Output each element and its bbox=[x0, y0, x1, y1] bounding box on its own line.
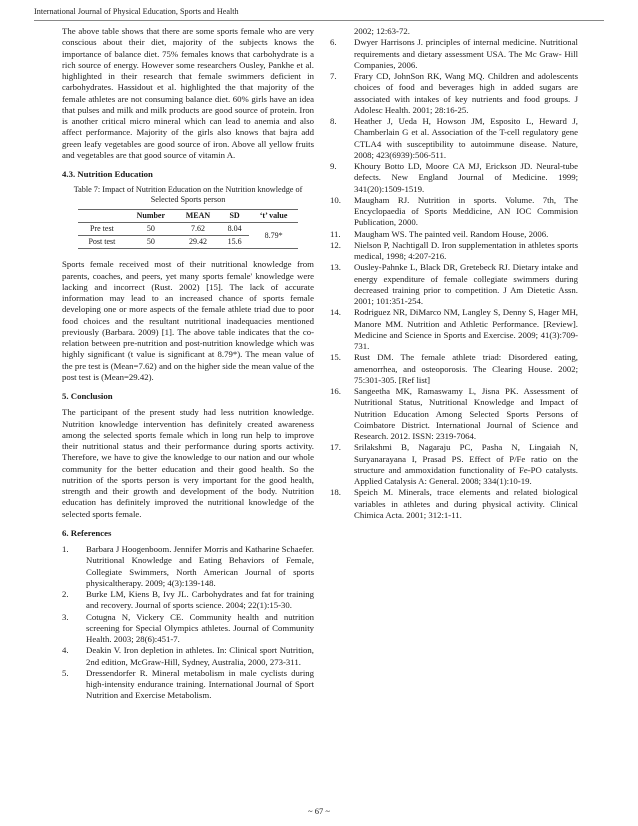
reference-item bbox=[330, 37, 578, 71]
reference-item bbox=[330, 116, 578, 161]
reference-number: 2. bbox=[62, 589, 69, 599]
intro-paragraph: The above table shows that there are some sports female who are very conscious about their diet, majority of the subjects knows the importance of balance diet. 75% females knows that carbohydrate is a rich source of energy. However some researchers Ousley, Pankhe et al. highlighted in their research that female swimmers deficient in carbohydrates. Hassidout et al. highlighted the that majority of the female athletes are not consuming balance diet. 60% girls have an idea that pulses and milk and milk products are good source of protein. Iron is another critical micro mineral which can lead to anemia and also affect performance. Majority of the girls also knows that bajra add green leafy vegetables are good source of iron. Above all yellow fruits and vegetables are that good source of vitamin A. bbox=[62, 26, 314, 160]
header-rule bbox=[34, 20, 604, 21]
conclusion-paragraph: The participant of the present study had less nutrition knowledge. Nutrition knowledge intervention has definitely created awareness among the selected sports female which in long run help to improve their nutritional status and their performance during sports activity. Therefore, we have to give the knowledge to our nation and our whole community for the better education and their good health. So the nutrition of the sports person is very important for the good health, strength and their growth and development of the body. Nutrition education has definitely improved the nutritional knowledge of the selected sports female. bbox=[62, 407, 314, 519]
reference-list-right bbox=[330, 37, 578, 521]
table-header-cell: MEAN bbox=[176, 210, 220, 223]
table-header-cell: SD bbox=[220, 210, 249, 223]
reference-item bbox=[330, 487, 578, 521]
table-cell: 50 bbox=[126, 223, 176, 236]
reference-item bbox=[62, 668, 314, 702]
reference-text: Burke LM, Kiens B, Ivy JL. Carbohydrates and fat for training and recovery. Journal of sports science. 2004; 22(1):15-30. bbox=[86, 589, 314, 611]
table-cell: 29.42 bbox=[176, 236, 220, 249]
discussion-paragraph: Sports female received most of their nutritional knowledge from parents, coaches, and peers, yet many sports female' knowledge were lacking and incorrect (Rust. 2002) [15]. The lack of accurate information may lead to an increased chance of sports female developing one or more aspects of the female athlete triad due to poor food choices and the resultant nutritional inadequacies mentioned previously (Barbara. 2009) [1]. The above table indicates that the co-relation between pre-nutrition and post-nutrition knowledge which was highly significant (t value is significant at 8.79*). The mean value of the pre test is (Mean=7.62) and on the higher side the mean value of the post test is (Mean=29.42). bbox=[62, 259, 314, 382]
reference-text: Frary CD, JohnSon RK, Wang MQ. Children and adolescents choices of food and beverages high in added sugars are associated with intakes of key nutrients and food groups. J Adolesc Health. 2001; 28:16-25. bbox=[354, 71, 578, 115]
reference-number: 17. bbox=[330, 442, 341, 453]
page-number: ~ 67 ~ bbox=[308, 806, 330, 816]
reference-item bbox=[62, 544, 314, 589]
reference-text: Barbara J Hoogenboom. Jennifer Morris and Katharine Schaefer. Nutritional Knowledge and Eating Behaviors of Female, Collegiate Swimmers, North American Journal of sports physicaltherapy. 2009; 4(3):139-148. bbox=[86, 544, 314, 588]
reference-list-left bbox=[62, 544, 314, 702]
reference-text: Rust DM. The female athlete triad: Disordered eating, amenorrhea, and osteoporosis. The Clearing House. 2002; 75:301-305. [Ref list] bbox=[354, 352, 578, 385]
table-header-cell bbox=[78, 210, 126, 223]
section-heading-references: 6. References bbox=[62, 527, 112, 538]
reference-number: 11. bbox=[330, 228, 341, 239]
reference-item bbox=[330, 352, 578, 386]
reference-item bbox=[330, 240, 578, 263]
journal-header: International Journal of Physical Education, Sports and Health bbox=[34, 7, 239, 16]
reference-item bbox=[330, 71, 578, 116]
reference-item bbox=[330, 229, 578, 240]
reference-number: 12. bbox=[330, 239, 341, 250]
reference-text: Srilakshmi B, Nagaraju PC, Pasha N, Lingaiah N, Suryanarayana I, Prasad PS. Effect of P/Fe ratio on the structure and ammoxidation functionality of Fe-PO catalysts. Applied Catalysis A: General. 2008; 334(1):10-19. bbox=[354, 442, 578, 486]
table-header-row bbox=[78, 210, 298, 223]
reference-number: 4. bbox=[62, 645, 69, 656]
reference-continuation: 2002; 12:63-72. bbox=[354, 26, 410, 36]
reference-number: 3. bbox=[62, 611, 69, 622]
reference-text: Heather J, Ueda H, Howson JM, Esposito L, Heward J, Chamberlain G et al. Association of the T-cell regulatory gene CTLA4 with susceptibility to autoimmune disease. Nature, 2008; 423(6939):506-511. bbox=[354, 116, 578, 160]
section-heading-nutrition-education: 4.3. Nutrition Education bbox=[62, 169, 153, 179]
section-heading-conclusion: 5. Conclusion bbox=[62, 391, 113, 401]
reference-text: Dwyer Harrisons J. principles of internal medicine. Nutritional requirements and dietary assessment USA. The Mc Graw- Hill Companies, 2006. bbox=[354, 37, 578, 70]
reference-text: Rodriguez NR, DiMarco NM, Langley S, Denny S, Hager MH, Manore MM. Nutrition and Athletic Performance. [Review]. Medicine and Science in Sports and Exercise. 2009; 41(3):709-731. bbox=[354, 307, 578, 351]
reference-number: 1. bbox=[62, 544, 69, 554]
table-row-label: Pre test bbox=[78, 223, 126, 236]
reference-number: 14. bbox=[330, 307, 341, 318]
table-header-cell: ‘t’ value bbox=[249, 210, 298, 223]
reference-number: 5. bbox=[62, 667, 69, 678]
t-value-cell: 8.79* bbox=[249, 223, 298, 249]
right-column bbox=[330, 26, 578, 521]
reference-item bbox=[330, 307, 578, 352]
reference-number: 13. bbox=[330, 262, 341, 273]
reference-item bbox=[330, 161, 578, 195]
reference-number: 16. bbox=[330, 386, 341, 396]
reference-item bbox=[62, 589, 314, 612]
reference-number: 15. bbox=[330, 352, 341, 363]
nutrition-table bbox=[78, 209, 298, 249]
reference-text: Ousley-Pahnke L, Black DR, Gretebeck RJ. Dietary intake and energy expenditure of female collegiate swimmers during decreased training prior to competition. J Am Dietetic Assn. 2001; 101:351-254. bbox=[354, 262, 578, 306]
reference-text: Maugham RJ. Nutrition in sports. Volume. 7th, The Encyclopaedia of Sports Meddicine, AN IOC Commision Publication, 2000. bbox=[354, 194, 578, 228]
reference-item bbox=[330, 442, 578, 487]
table-cell: 50 bbox=[126, 236, 176, 249]
table-cell: 7.62 bbox=[176, 223, 220, 236]
reference-text: Dressendorfer R. Mineral metabolism in male cyclists during high-intensity endurance training. International Journal of Sport Nutrition and Exercise Metabolism. bbox=[86, 667, 314, 701]
table-header-cell: Number bbox=[126, 210, 176, 223]
table-row-label: Post test bbox=[78, 236, 126, 249]
reference-text: Maugham WS. The painted veil. Random House, 2006. bbox=[354, 228, 549, 239]
reference-item bbox=[330, 262, 578, 307]
reference-item bbox=[62, 612, 314, 646]
table-caption: Table 7: Impact of Nutrition Education on the Nutrition knowledge of Selected Sports person bbox=[73, 185, 303, 205]
left-column bbox=[62, 26, 314, 702]
reference-text: Deakin V. Iron depletion in athletes. In: Clinical sport Nutrition, 2nd edition, McGraw-Hill, Sydney, Australia, 2000, 273-311. bbox=[86, 645, 314, 667]
reference-text: Nielson P, Nachtigall D. Iron supplementation in athletes sports medical, 1998; 4:207-216. bbox=[354, 239, 578, 261]
reference-number: 8. bbox=[330, 116, 337, 126]
reference-item bbox=[330, 386, 578, 442]
reference-text: Sangeetha MK, Ramaswamy L, Jisna PK. Assessment of Nutritional Status, Nutritional Knowledge and Impact of Nutrition Education Among Selected Sports Persons of Coimbatore District. International Journal of Science and Research. 2012. ISSN: 2319-7064. bbox=[354, 386, 578, 441]
reference-item bbox=[62, 645, 314, 668]
reference-number: 18. bbox=[330, 487, 341, 498]
reference-text: Cotugna N, Vickery CE. Community health and nutrition screening for Special Olympics athletes. Journal of Community Health. 2003; 28(6):451-7. bbox=[86, 611, 314, 644]
table-cell: 8.04 bbox=[220, 223, 249, 236]
reference-number: 6. bbox=[330, 37, 337, 48]
table-row bbox=[78, 223, 298, 236]
reference-number: 9. bbox=[330, 161, 337, 171]
reference-number: 7. bbox=[330, 71, 337, 81]
reference-text: Khoury Botto LD, Moore CA MJ, Erickson JD. Neural-tube defects. New England Journal of Medicine. 1999; 341(20):1509-1519. bbox=[354, 161, 578, 194]
table-cell: 15.6 bbox=[220, 236, 249, 249]
reference-item bbox=[330, 195, 578, 229]
reference-number: 10. bbox=[330, 194, 341, 205]
reference-text: Speich M. Minerals, trace elements and related biological variables in athletes and during physical activity. Clinical Chimica Acta. 2001; 312:1-11. bbox=[354, 487, 578, 520]
